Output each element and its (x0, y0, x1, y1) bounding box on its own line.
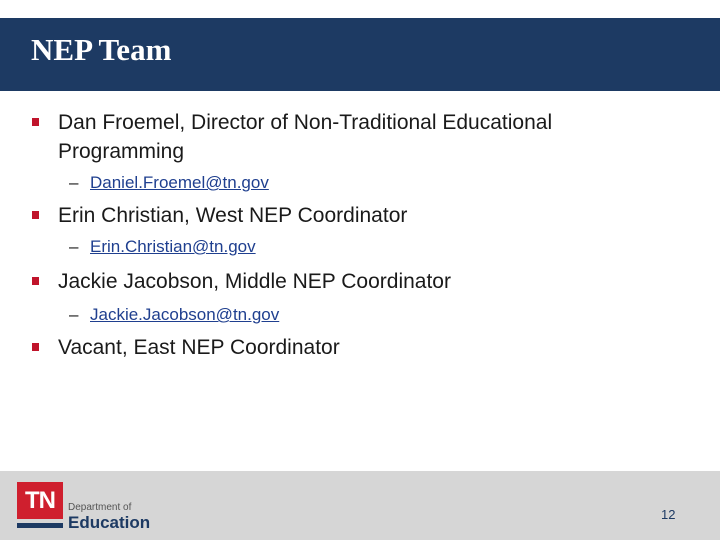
slide-title: NEP Team (31, 32, 172, 67)
bullet-text: Erin Christian, West NEP Coordinator (58, 204, 408, 227)
sub-bullet-email-3 (69, 305, 279, 325)
sub-bullet-dash: – (69, 237, 79, 256)
bullet-item-1 (58, 108, 658, 166)
bullet-text: Vacant, East NEP Coordinator (58, 336, 340, 359)
bullet-text: Dan Froemel, Director of Non-Traditional Educational (58, 111, 553, 134)
email-link[interactable]: Daniel.Froemel@tn.gov (90, 173, 269, 192)
logo-education-text: Education (68, 513, 151, 532)
sub-bullet-email-2 (69, 237, 256, 257)
sub-bullet-email-1 (69, 173, 269, 193)
sub-bullet-dash: – (69, 173, 79, 192)
bullet-marker-icon (32, 277, 39, 285)
sub-bullet-dash: – (69, 305, 79, 324)
email-link[interactable]: Erin.Christian@tn.gov (90, 237, 256, 256)
bullet-marker-icon (32, 211, 39, 219)
logo-department-text: Department of (68, 502, 132, 513)
bullet-marker-icon (32, 118, 39, 126)
bullet-marker-icon (32, 343, 39, 351)
bullet-item-3 (58, 267, 658, 296)
bullet-text: Jackie Jacobson, Middle NEP Coordinator (58, 270, 451, 293)
page-number: 12 (661, 507, 676, 522)
tn-logo-icon: TN (17, 482, 63, 519)
bullet-item-2 (58, 201, 658, 230)
bullet-item-4 (58, 333, 658, 362)
email-link[interactable]: Jackie.Jacobson@tn.gov (90, 305, 280, 324)
bullet-text-continued: Programming (58, 140, 185, 163)
logo-underline (17, 523, 63, 528)
